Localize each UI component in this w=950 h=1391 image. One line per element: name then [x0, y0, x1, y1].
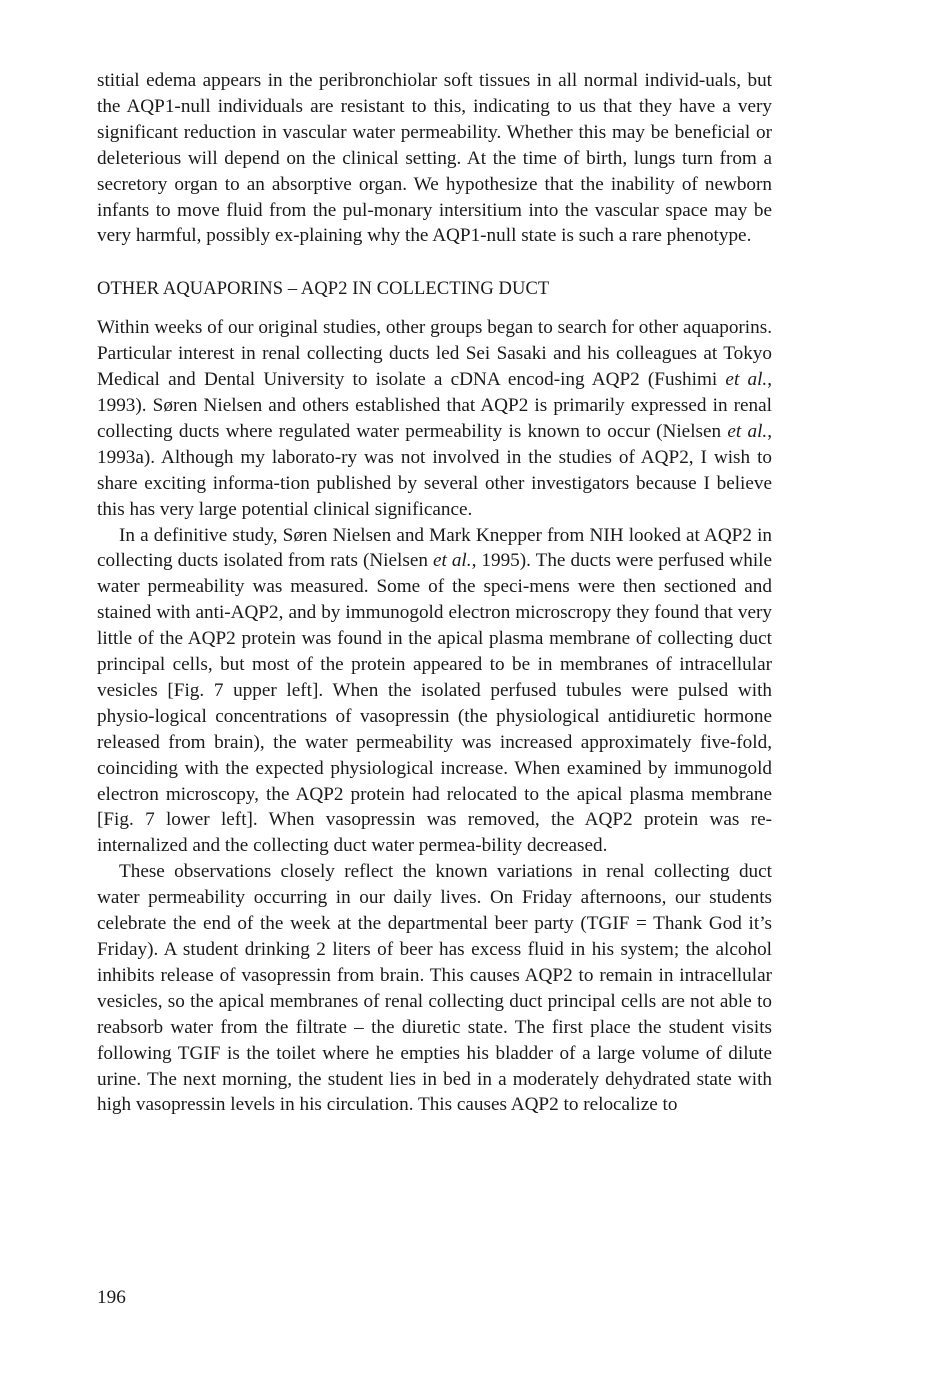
page-number: 196 — [97, 1287, 126, 1308]
text-run: Within weeks of our original studies, other groups began to search for other aquaporins. Particular interest in renal collecting ducts led Sei Sasaki and his colleagues at Tokyo Medical and Dental University to isolate a cDNA encod-ing AQP2 (Fushimi — [97, 317, 772, 391]
paragraph-aqp2-discovery — [97, 315, 772, 522]
text-run: , 1993). Søren Nielsen and others established that AQP2 is primarily expressed in renal collecting ducts where regulated water permeability is known to occur (Nielsen — [97, 369, 772, 442]
paragraph-observations: These observations closely reflect the known variations in renal collecting duct water permeability occurring in our daily lives. On Friday afternoons, our students celebrate the end of the week at the departmental beer party (TGIF = Thank God it’s Friday). A student drinking 2 liters of beer has excess fluid in his system; the alcohol inhibits release of vasopressin from brain. This causes AQP2 to remain in intracellular vesicles, so the apical membranes of renal collecting duct principal cells are not able to reabsorb water from the filtrate – the diuretic state. The first place the student visits following TGIF is the toilet where he empties his bladder of a large volume of dilute urine. The next morning, the student lies in bed in a moderately dehydrated state with high vasopressin levels in his circulation. This causes AQP2 to relocalize to — [97, 861, 772, 1116]
section-heading: OTHER AQUAPORINS – AQP2 IN COLLECTING DUCT — [97, 279, 550, 300]
italic-citation: et al. — [727, 420, 768, 442]
page-body — [97, 68, 772, 1118]
italic-citation: et al. — [725, 369, 768, 391]
text-run: , 1995). The ducts were perfused while water permeability was measured. Some of the speci-mens were then sectioned and stained with anti-AQP2, and by immunogold electron microscropy they found that very little of the AQP2 protein was found in the apical plasma membrane of collecting duct principal cells, but most of the protein appeared to be in membranes of intracellular vesicles [Fig. 7 upper left]. When the isolated perfused tubules were pulsed with physio-logical concentrations of vasopressin (the physiological antidiuretic hormone released from brain), the water permeability was increased approximately five-fold, coinciding with the expected physiological increase. When examined by immunogold electron microscopy, the AQP2 protein had relocated to the apical plasma membrane [Fig. 7 lower left]. When vasopressin was removed, the AQP2 protein was re-internalized and the collecting duct water permea-bility decreased. — [97, 550, 772, 857]
text-run: , 1993a). Although my laborato-ry was not involved in the studies of AQP2, I wish to share exciting informa-tion published by several other investigators because I believe this has very large potential clinical significance. — [97, 420, 772, 520]
text-run: In a definitive study, Søren Nielsen and Mark Knepper from NIH looked at AQP2 in collecting ducts isolated from rats (Nielsen — [97, 524, 772, 572]
italic-citation: et al. — [432, 550, 472, 572]
opening-paragraph: stitial edema appears in the peribronchiolar soft tissues in all normal individ-uals, but the AQP1-null individuals are resistant to this, indicating to us that they have a very significant reduction in vascular water permeability. Whether this may be beneficial or deleterious will depend on the clinical setting. At the time of birth, lungs turn from a secretory organ to an absorptive organ. We hypothesize that the inability of newborn infants to move fluid from the pul-monary intersitium into the vascular space may be very harmful, possibly ex-plaining why the AQP1-null state is such a rare phenotype. — [97, 70, 772, 247]
paragraph-definitive-study — [97, 523, 772, 860]
